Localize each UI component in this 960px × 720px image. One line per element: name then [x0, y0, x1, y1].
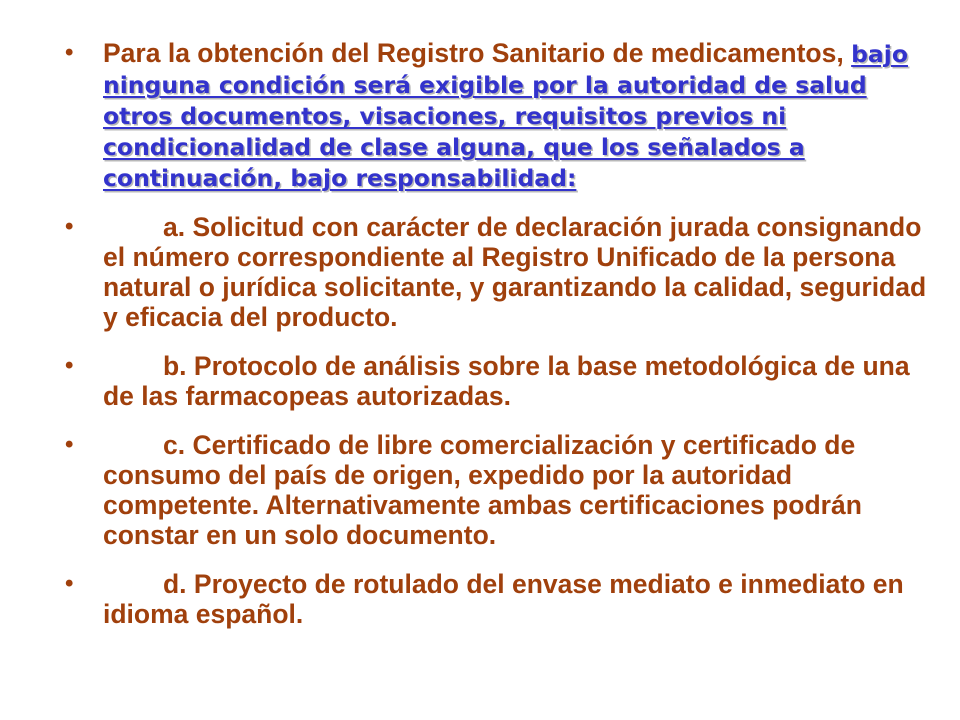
bullet-icon: •: [65, 570, 74, 597]
bullet-icon: •: [65, 39, 74, 66]
requirement-c-text: c. Certificado de libre comercialización y certificado de consumo del país de origen, expedido por la autoridad competente. Alternativamente ambas certificaciones podrán constar en un solo documento.: [103, 430, 862, 550]
requirement-d-text: d. Proyecto de rotulado del envase mediato e inmediato en idioma español.: [103, 569, 904, 629]
bullet-list: [60, 38, 930, 629]
intro-text: Para la obtención del Registro Sanitario de medicamentos,: [103, 38, 852, 68]
bullet-item-a: [60, 212, 930, 332]
bullet-icon: •: [65, 213, 74, 240]
emphasized-requirement-text: bajo ninguna condición será exigible por la autoridad de salud otros documentos, visaciones, requisitos previos ni condicionalidad de clase alguna, que los señalados a continuación, bajo responsabilidad:: [103, 40, 908, 192]
bullet-item-d: [60, 569, 930, 629]
requirement-a-text: a. Solicitud con carácter de declaración jurada consignando el número correspondiente al Registro Unificado de la persona natural o jurídica solicitante, y garantizando la calidad, seguridad y eficacia del producto.: [103, 212, 927, 332]
bullet-icon: •: [65, 431, 74, 458]
bullet-item-c: [60, 430, 930, 550]
bullet-icon: •: [65, 352, 74, 379]
bullet-item-b: [60, 351, 930, 411]
requirement-b-text: b. Protocolo de análisis sobre la base metodológica de una de las farmacopeas autorizadas.: [103, 351, 910, 411]
bullet-item-intro: [60, 38, 930, 193]
